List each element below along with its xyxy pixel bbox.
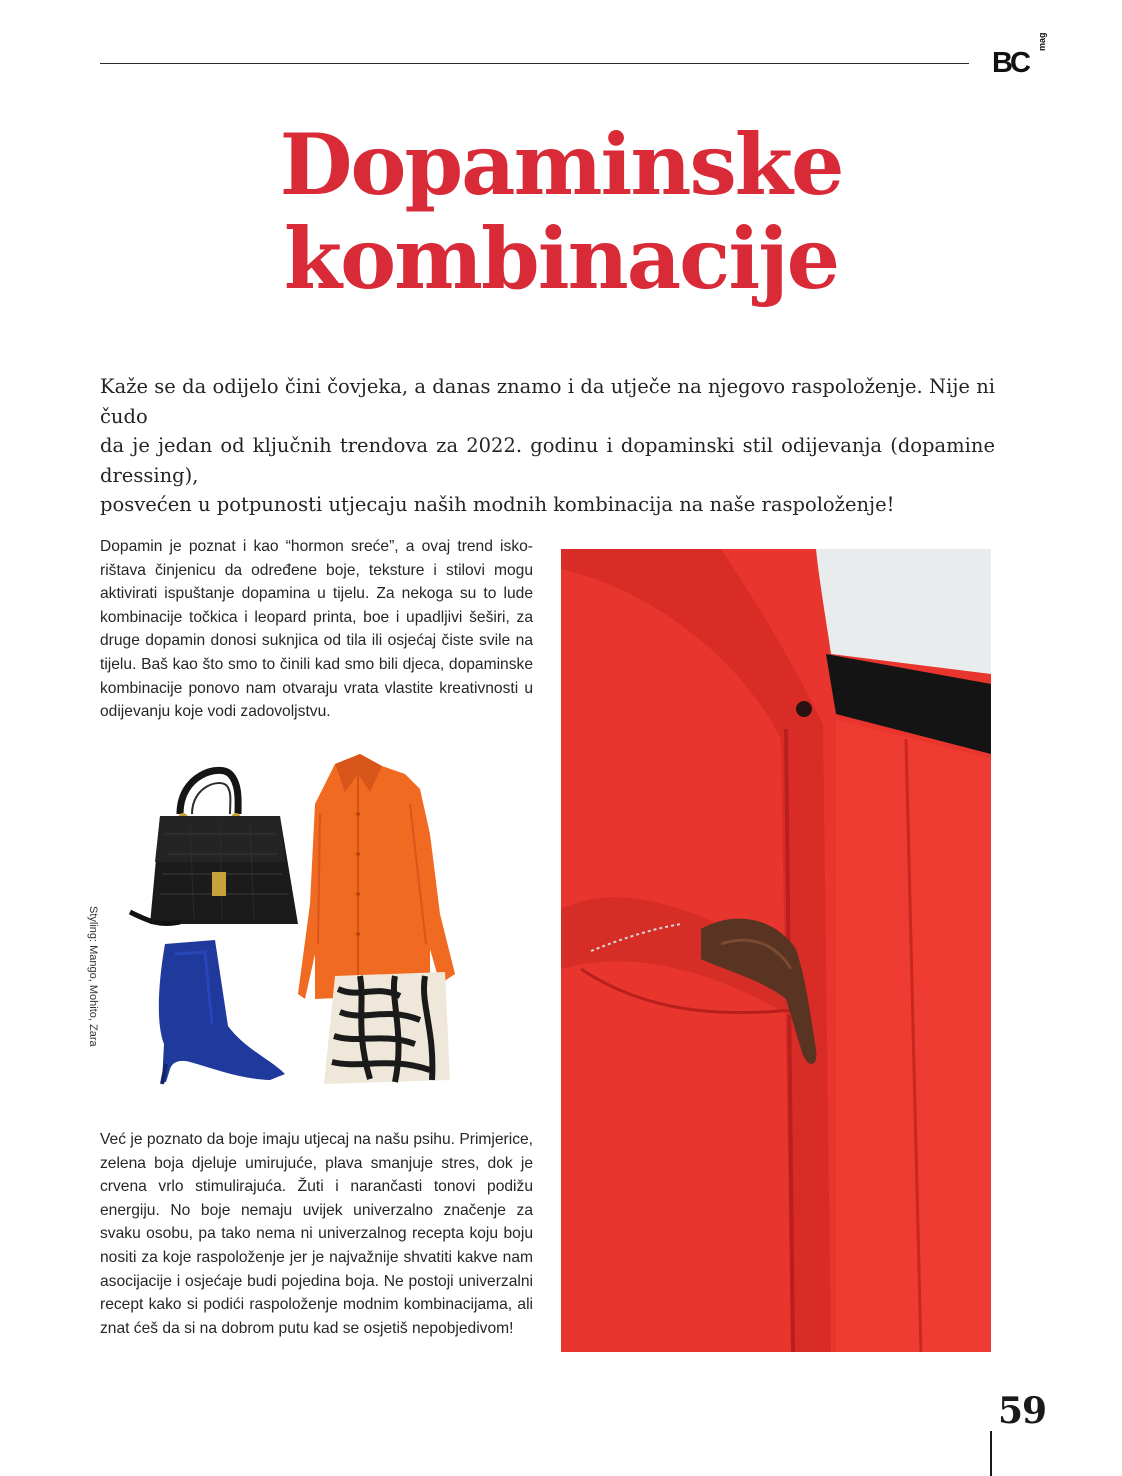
page-number: 59 — [998, 1390, 1047, 1432]
headline-line-1: Dopaminske — [279, 115, 843, 214]
article-headline — [100, 115, 1022, 308]
blue-ankle-boot-image — [159, 940, 285, 1084]
product-collage — [120, 744, 540, 1089]
zebra-print-skirt-image — [324, 972, 450, 1084]
headline-line-2: kombinacije — [283, 209, 839, 308]
lead-line-1: Kaže se da odijelo čini čovjeka, a danas znamo i da utječe na njegovo raspoloženje. Nije ni čudo — [100, 375, 995, 428]
body-paragraph-1: Dopamin je poznat i kao “hormon sreće”, a ovaj trend iskorištava činjenicu da određene boje, teksture i stilovi mogu aktivirati ispuštanje dopamina u tijelu. Za nekoga su to lude kombinacije točkica i leopard printa, boe i upadljivi šeširi, za druge dopamin donosi suknjica od tila ili osjećaj čiste svile na tijelu. Baš kao što smo to činili kad smo bili djeca, dopaminske kombinacije ponovo nam otvaraju vrata vlastite kreativnosti u odijevanju koje vodi zadovoljstvu. — [100, 538, 533, 721]
logo-sub-text: mag — [1037, 32, 1047, 51]
styling-credit: Styling: Mango, Mohito, Zara — [87, 906, 99, 1047]
magazine-logo — [992, 32, 1047, 79]
lead-paragraph — [100, 372, 995, 520]
page-number-rule — [990, 1431, 992, 1476]
header-rule — [100, 63, 969, 64]
black-handbag-image — [130, 770, 298, 924]
orange-shirt-image — [298, 754, 455, 999]
lead-line-2: da je jedan od ključnih trendova za 2022. godinu i dopaminski stil odijevanja (dopamine dressing), — [100, 434, 995, 487]
body-paragraph-2: Već je poznato da boje imaju utjecaj na našu psihu. Primjerice, zelena boja djeluje umirujuće, plava smanjuje stres, dok je crvena vrlo stimulirajuća. Žuti i narančasti tonovi podižu energiju. No boje nemaju uvijek univerzalno značenje za svaku osobu, pa tako nema ni univerzalnog recepta koju boju nositi za koje raspoloženje jer je najvažnije shvatiti kakve nam asocijacije i osjećaje budi pojedina boja. Ne postoji univerzalni recept kako si podići raspoloženje modnim kombinacijama, ali znat ćeš da si na dobrom putu kad se osjetiš nepobjedivom! — [100, 1131, 533, 1337]
logo-main-text: BC — [992, 47, 1028, 79]
lead-line-3: posvećen u potpunosti utjecaju naših modnih kombinacija na naše raspoloženje! — [100, 493, 895, 516]
red-suit-fashion-photo — [561, 549, 991, 1352]
